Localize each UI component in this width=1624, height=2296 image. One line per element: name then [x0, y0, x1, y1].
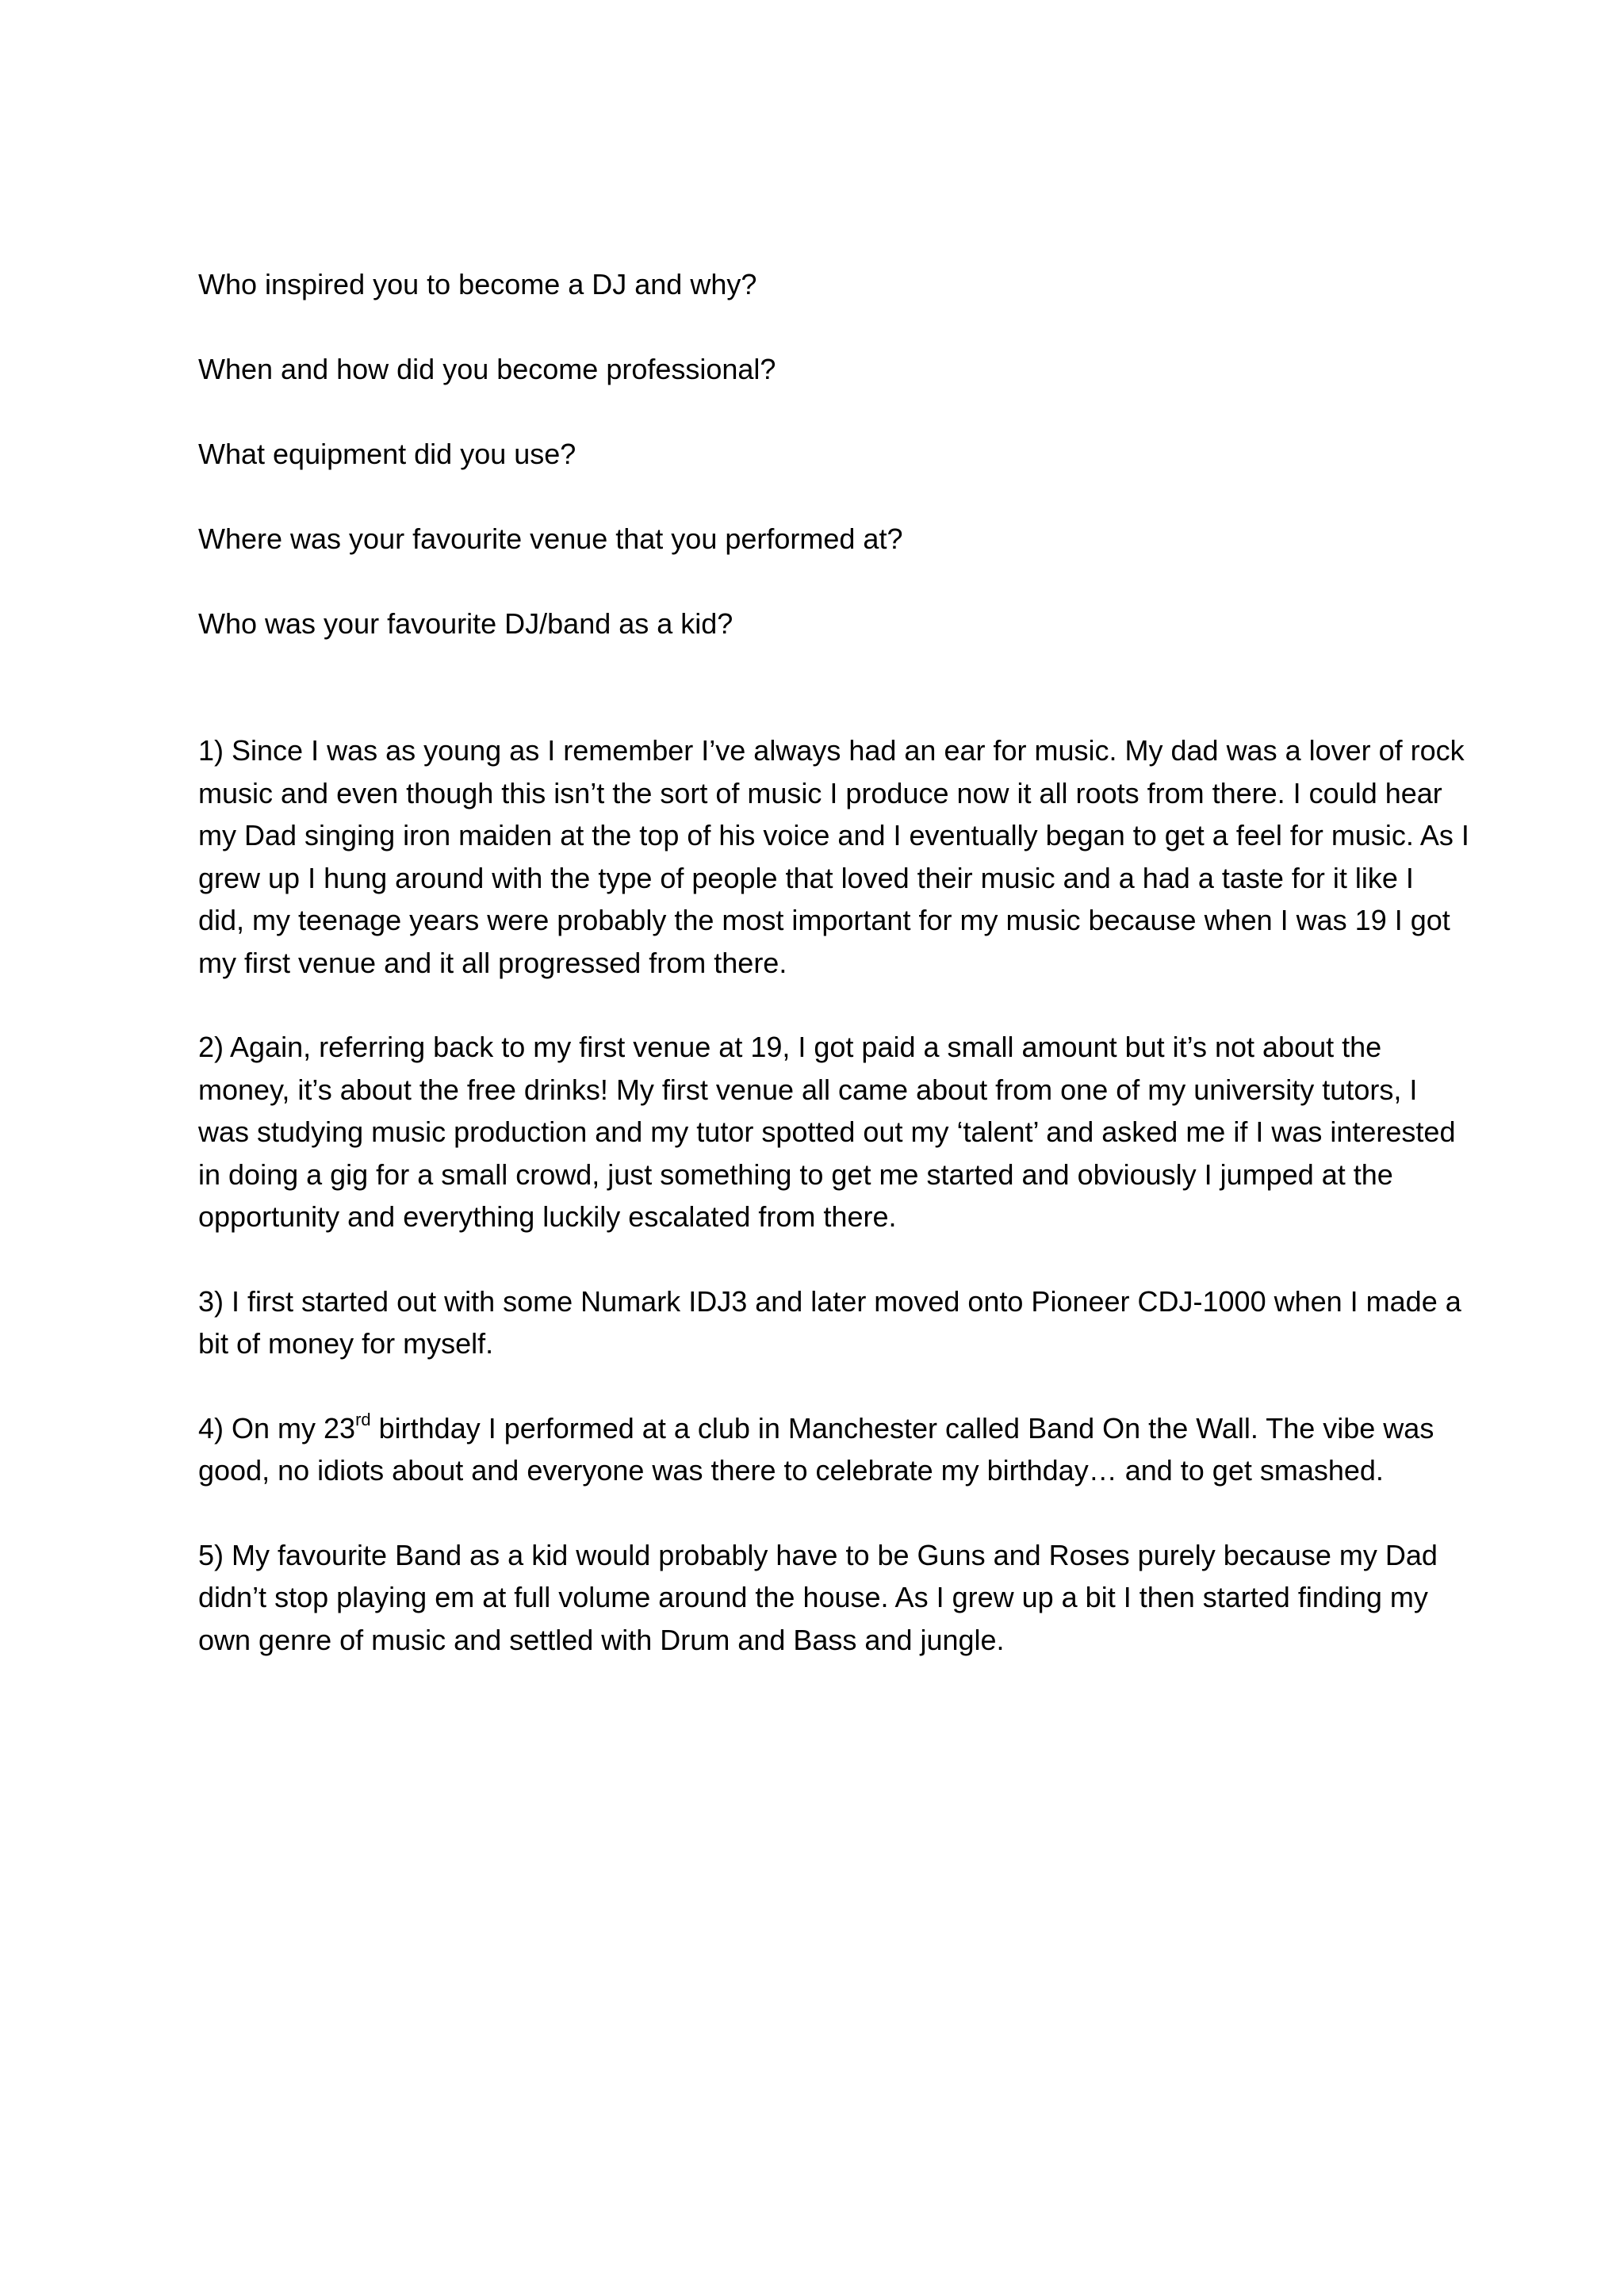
answer-5-line: didn’t stop playing em at full volume around the house. As I grew up a bit I then started finding my — [198, 1581, 1428, 1613]
question-1: Who inspired you to become a DJ and why? — [198, 268, 757, 300]
answer-3-line: 3) I first started out with some Numark IDJ3 and later moved onto Pioneer CDJ-1000 when I made a — [198, 1284, 1461, 1318]
answer-5-line: 5) My favourite Band as a kid would probably have to be Guns and Roses purely because my Dad — [198, 1538, 1438, 1571]
question-list — [198, 263, 1451, 645]
answer-2-line: opportunity and everything luckily escalated from there. — [198, 1200, 897, 1233]
answer-4-line — [198, 1407, 1451, 1450]
document-body — [198, 263, 1469, 1703]
answer-1-line: 1) Since I was as young as I remember I’ve always had an ear for music. My dad was a lover of rock — [198, 734, 1465, 767]
answer-4-text: 4) On my 23 — [198, 1411, 356, 1445]
answer-list — [198, 729, 1469, 1661]
answer-1-line: my Dad singing iron maiden at the top of his voice and I eventually began to get a feel for music. As I — [198, 819, 1469, 851]
question-5: Who was your favourite DJ/band as a kid? — [198, 607, 733, 640]
question-4: Where was your favourite venue that you performed at? — [198, 522, 903, 555]
answer-1-line: did, my teenage years were probably the most important for my music because when I was 19 I got — [198, 904, 1450, 936]
answer-3-line: bit of money for myself. — [198, 1327, 494, 1360]
answer-3 — [198, 1280, 1461, 1365]
answer-2 — [198, 1026, 1456, 1238]
answer-1-line: grew up I hung around with the type of people that loved their music and a had a taste for it like I — [198, 861, 1414, 894]
answer-4-text: birthday I performed at a club in Manchester called Band On the Wall. The vibe was — [370, 1411, 1434, 1445]
answer-4-line: good, no idiots about and everyone was there to celebrate my birthday… and to get smashed. — [198, 1454, 1384, 1487]
answer-2-line: money, it’s about the free drinks! My first venue all came about from one of my university tutors, I — [198, 1073, 1418, 1106]
answer-1-line: music and even though this isn’t the sort of music I produce now it all roots from there. I could hear — [198, 776, 1442, 809]
answer-1 — [198, 729, 1469, 984]
answer-5-line: own genre of music and settled with Drum and Bass and jungle. — [198, 1623, 1005, 1656]
answer-2-line: in doing a gig for a small crowd, just something to get me started and obviously I jumped at the — [198, 1158, 1393, 1191]
question-3: What equipment did you use? — [198, 438, 576, 470]
answer-4 — [198, 1407, 1451, 1492]
answer-5 — [198, 1534, 1451, 1662]
answer-1-line: my first venue and it all progressed from there. — [198, 946, 787, 979]
answer-2-line: was studying music production and my tutor spotted out my ‘talent’ and asked me if I was interested — [198, 1115, 1456, 1148]
question-2: When and how did you become professional? — [198, 353, 776, 385]
ordinal-suffix: rd — [355, 1409, 371, 1429]
answer-2-line: 2) Again, referring back to my first venue at 19, I got paid a small amount but it’s not about the — [198, 1031, 1382, 1063]
